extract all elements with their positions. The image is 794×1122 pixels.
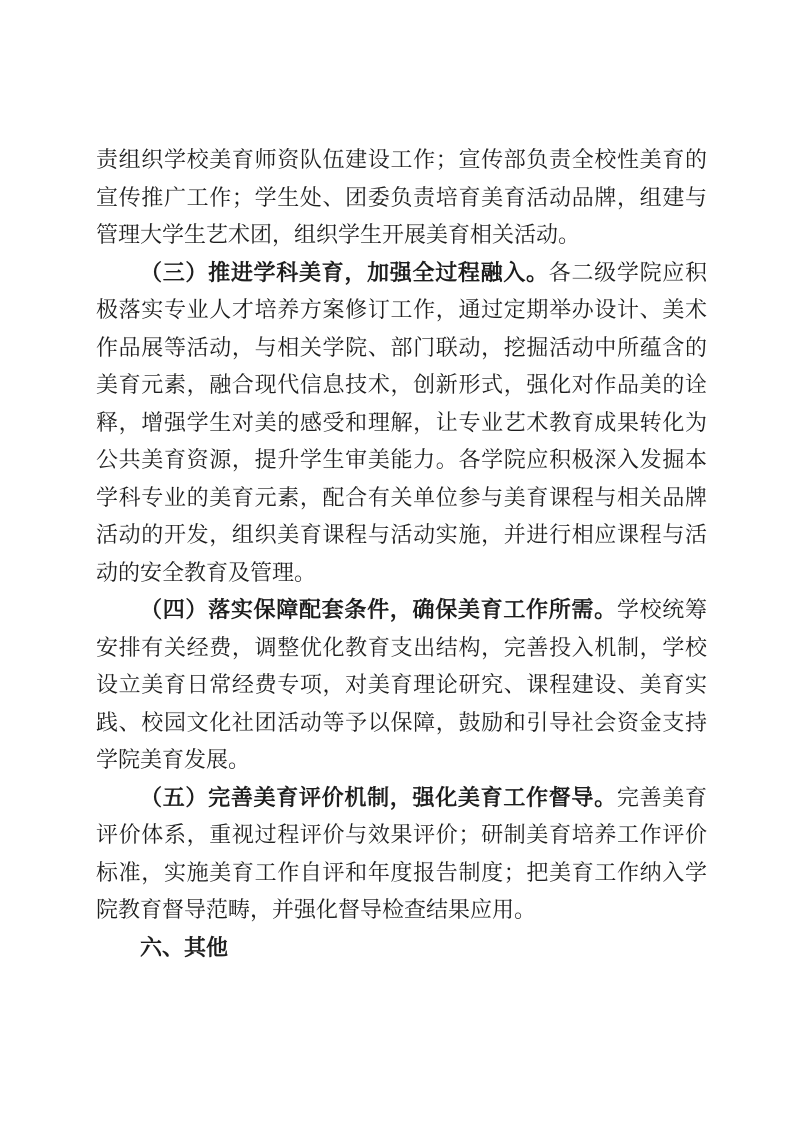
paragraph-heading: 六、其他	[140, 934, 229, 960]
document-body	[96, 141, 707, 966]
paragraph	[96, 779, 707, 929]
paragraph-heading: （四）落实保障配套条件，确保美育工作所需。	[140, 597, 617, 622]
paragraph-text: 学校统筹安排有关经费，调整优化教育支出结构，完善投入机制，学校设立美育日常经费专项，对美育理论研究、课程建设、美育实践、校园文化社团活动等予以保障，鼓励和引导社会资金支持学院美育发展。	[96, 597, 707, 772]
paragraph-heading: （五）完善美育评价机制，强化美育工作督导。	[140, 784, 617, 810]
paragraph-text: 责组织学校美育师资队伍建设工作；宣传部负责全校性美育的宣传推广工作；学生处、团委负责培育美育活动品牌，组建与管理大学生艺术团，组织学生开展美育相关活动。	[96, 147, 707, 247]
paragraph	[96, 591, 707, 779]
paragraph-heading: （三）推进学科美育，加强全过程融入。	[140, 259, 549, 285]
paragraph-text: 完善美育评价体系，重视过程评价与效果评价；研制美育培养工作评价标准，实施美育工作自评和年度报告制度；把美育工作纳入学院教育督导范畴，并强化督导检查结果应用。	[96, 784, 707, 922]
paragraph-text: 各二级学院应积极落实专业人才培养方案修订工作，通过定期举办设计、美术作品展等活动，与相关学院、部门联动，挖掘活动中所蕴含的美育元素，融合现代信息技术，创新形式，强化对作品美的诠释，增强学生对美的感受和理解，让专业艺术教育成果转化为公共美育资源，提升学生审美能力。各学院应积极深入发掘本学科专业的美育元素，配合有关单位参与美育课程与相关品牌活动的开发，组织美育课程与活动实施，并进行相应课程与活动的安全教育及管理。	[96, 259, 707, 585]
paragraph	[96, 254, 707, 592]
paragraph	[96, 141, 707, 254]
paragraph	[96, 929, 707, 967]
